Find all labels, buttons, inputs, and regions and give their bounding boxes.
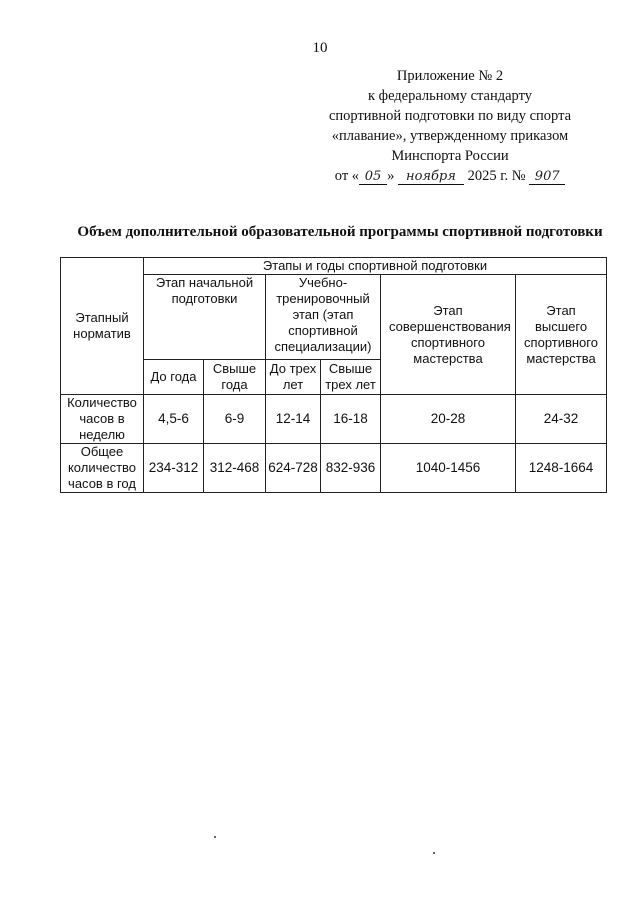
- table-row: [61, 444, 607, 493]
- table-cell: 312-468: [204, 444, 266, 493]
- appendix-line-1: Приложение № 2: [396, 68, 504, 84]
- table-cell: 4,5-6: [144, 395, 204, 444]
- table-cell: 1248-1664: [516, 444, 607, 493]
- scan-speck: [433, 852, 435, 854]
- appendix-line-2: к федеральному стандарту: [368, 88, 532, 104]
- table-cell: 20-28: [381, 395, 516, 444]
- table-cell: 24-32: [516, 395, 607, 444]
- table-row: [61, 395, 607, 444]
- table-cell: 234-312: [144, 444, 204, 493]
- date-mid: »: [387, 168, 398, 184]
- program-volume-table: [60, 257, 607, 493]
- table-cell: 1040-1456: [381, 444, 516, 493]
- page-number: 10: [312, 40, 328, 56]
- table-cell: 6-9: [204, 395, 266, 444]
- date-year: 2025 г. №: [467, 168, 526, 184]
- date-day: 05: [359, 169, 387, 185]
- corner-header: Этапный норматив: [61, 258, 144, 395]
- scan-speck: [214, 836, 216, 838]
- year-initial-1: До года: [144, 360, 204, 395]
- stage-initial: Этап начальной подготовки: [144, 275, 266, 360]
- date-month: ноября: [398, 169, 464, 185]
- row-label: Общее количество часов в год: [61, 444, 144, 493]
- table-cell: 832-936: [321, 444, 381, 493]
- appendix-line-4: «плавание», утвержденному приказом: [331, 128, 569, 144]
- appendix-line-5: Минспорта России: [391, 148, 509, 164]
- date-prefix: от «: [334, 168, 360, 184]
- order-date-line: [300, 166, 600, 186]
- appendix-block: [300, 66, 600, 186]
- table-cell: 16-18: [321, 395, 381, 444]
- year-training-2: Свыше трех лет: [321, 360, 381, 395]
- year-training-1: До трех лет: [266, 360, 321, 395]
- group-header: Этапы и годы спортивной подготовки: [144, 258, 607, 275]
- stage-highest: Этап высшего спортивного мастерства: [516, 275, 607, 395]
- table-cell: 12-14: [266, 395, 321, 444]
- stage-improvement: Этап совершенствования спортивного мастерства: [381, 275, 516, 395]
- order-number: 907: [529, 169, 565, 185]
- appendix-line-3: спортивной подготовки по виду спорта: [328, 108, 572, 124]
- stage-training: Учебно-тренировочный этап (этап спортивной специализации): [266, 275, 381, 360]
- year-initial-2: Свыше года: [204, 360, 266, 395]
- document-title: Объем дополнительной образовательной программы спортивной подготовки: [77, 224, 603, 240]
- row-label: Количество часов в неделю: [61, 395, 144, 444]
- table-cell: 624-728: [266, 444, 321, 493]
